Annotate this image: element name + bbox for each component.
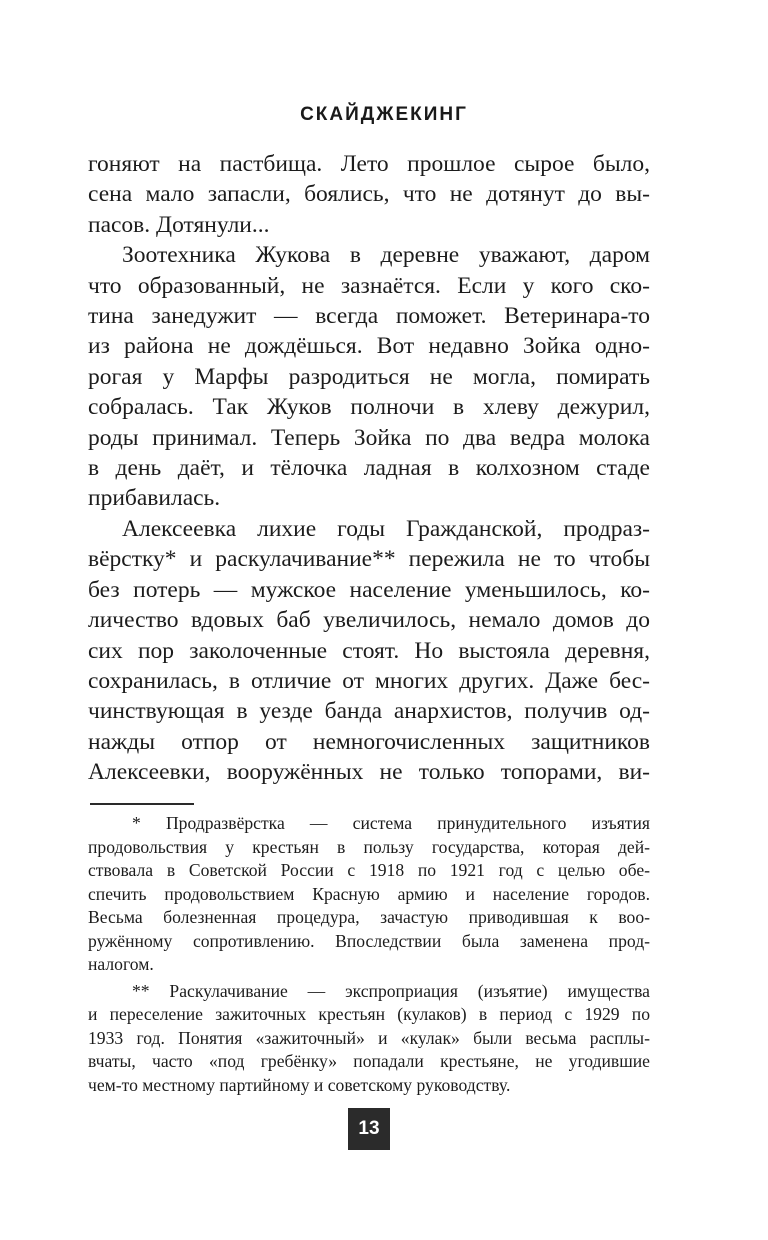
footnote-line: ружённому сопротивлению. Впоследствии была заменена прод- <box>88 930 650 951</box>
text-line: сохранилась, в отличие от многих других. Даже бес- <box>88 667 650 694</box>
text-line: собралась. Так Жуков полночи в хлеву дежурил, <box>88 394 650 421</box>
body-text <box>88 149 650 788</box>
text-line: гоняют на пастбища. Лето прошлое сырое было, <box>88 151 650 177</box>
footnote-line: чем-то местному партийному и советскому руководству. <box>88 1074 511 1095</box>
footnote-separator <box>90 803 194 805</box>
text-line: Алексеевка лихие годы Гражданской, продраз- <box>122 515 650 542</box>
text-line: роды принимал. Теперь Зойка по два ведра молока <box>88 424 650 451</box>
text-line: вёрстку* и раскулачивание** пережила не то чтобы <box>88 546 650 573</box>
footnote-line: спечить продовольствием Красную армию и население городов. <box>88 883 650 904</box>
page-number: 13 <box>348 1108 390 1150</box>
running-head: СКАЙДЖЕКИНГ <box>300 104 468 125</box>
footnote-line: вчаты, часто «под гребёнку» попадали крестьяне, не угодившие <box>88 1051 650 1071</box>
footnote-line: 1933 год. Понятия «зажиточный» и «кулак» были весьма расплы- <box>88 1027 650 1048</box>
text-line: нажды отпор от немногочисленных защитников <box>88 728 650 755</box>
text-line: Зоотехника Жукова в деревне уважают, даром <box>122 242 650 269</box>
text-line: Алексеевки, вооружённых не только топорами, ви- <box>88 759 650 786</box>
footnote-line: налогом. <box>88 954 154 974</box>
text-line: без потерь — мужское население уменьшилось, ко- <box>88 576 650 603</box>
text-line: в день даёт, и тёлочка ладная в колхозном стаде <box>88 455 650 482</box>
text-line: личество вдовых баб увеличилось, немало домов до <box>88 607 650 634</box>
text-line: тина занедужит — всегда поможет. Ветеринара-то <box>88 303 650 330</box>
paragraph-1 <box>88 149 650 240</box>
footnote-1 <box>88 812 650 977</box>
footnote-line: Весьма болезненная процедура, зачастую приводившая к воо- <box>88 907 650 927</box>
paragraph-2 <box>88 240 650 514</box>
text-line: пасов. Дотянули... <box>88 211 270 238</box>
text-line: прибавилась. <box>88 485 221 512</box>
footnote-line: и переселение зажиточных крестьян (кулаков) в период с 1929 по <box>88 1004 650 1024</box>
footnote-line: ** Раскулачивание — экспроприация (изъятие) имущества <box>132 980 650 1001</box>
footnote-line: ствовала в Советской России с 1918 по 1921 год с целью обе- <box>88 860 650 880</box>
paragraph-3 <box>88 514 650 788</box>
text-line: сих пор заколоченные стоят. Но выстояла деревня, <box>88 637 650 664</box>
text-line: чинствующая в уезде банда анархистов, получив од- <box>88 698 650 725</box>
footnote-line: * Продразвёрстка — система принудительного изъятия <box>132 813 650 833</box>
text-line: из района не дождёшься. Вот недавно Зойка одно- <box>88 333 650 360</box>
footnote-2 <box>88 980 650 1098</box>
footnote-line: продовольствия у крестьян в пользу государства, которая дей- <box>88 836 650 857</box>
footnotes <box>88 812 650 1097</box>
text-line: сена мало запасли, боялись, что не дотянут до вы- <box>88 181 650 208</box>
text-line: рогая у Марфы разродиться не могла, помирать <box>88 363 650 390</box>
text-line: что образованный, не зазнаётся. Если у кого ско- <box>88 272 650 299</box>
